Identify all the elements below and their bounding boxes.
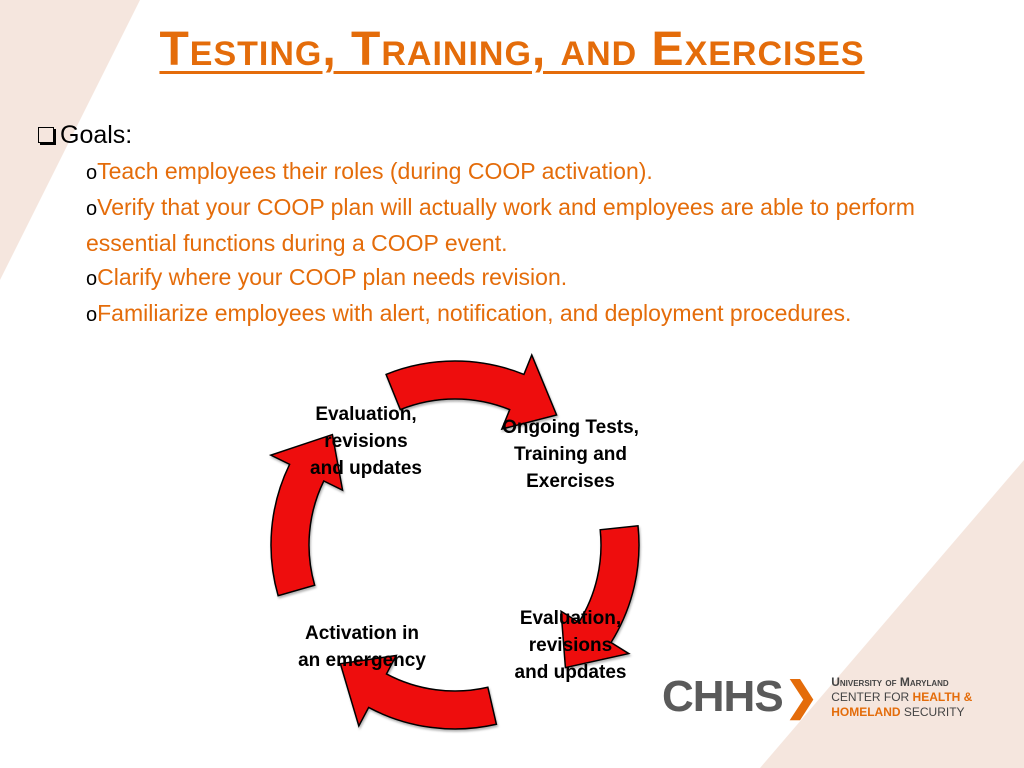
logo-homeland: HOMELAND [831, 704, 901, 719]
chhs-logo-text [831, 675, 972, 720]
chhs-logo-mark [662, 672, 817, 722]
cycle-label-evaluation-bottom: Evaluation, revisions and updates [514, 608, 627, 683]
goals-heading-text: Goals: [60, 121, 133, 149]
logo-security: SECURITY [900, 704, 965, 719]
circle-bullet-icon: o [86, 304, 98, 326]
logo-health: HEALTH & [912, 689, 973, 704]
chhs-logo [662, 672, 972, 722]
chhs-logo-letters: CHHS [662, 672, 783, 721]
circle-bullet-icon: o [86, 198, 98, 220]
circle-bullet-icon: o [86, 268, 98, 290]
logo-university-line: University of Maryland [831, 674, 949, 689]
circle-bullet-icon: o [86, 162, 98, 184]
cycle-label-activation: Activation in an emergency [298, 623, 426, 671]
logo-center-line [831, 690, 972, 705]
logo-center-for: CENTER FOR [831, 689, 913, 704]
page-title: Testing, Training, and Exercises [159, 23, 865, 76]
goal-text: Verify that your COOP plan will actually work and employees are able to perform essential functions during a COOP event. [86, 194, 915, 256]
goal-text: Clarify where your COOP plan needs revision. [97, 264, 568, 290]
logo-homeland-line [831, 705, 972, 720]
cycle-label-ongoing-tests: Ongoing Tests, Training and Exercises [502, 417, 639, 492]
goal-text: Teach employees their roles (during COOP activation). [97, 158, 653, 184]
chevron-right-icon: ❯ [784, 675, 818, 719]
cycle-label-evaluation-top: Evaluation, revisions and updates [310, 404, 422, 479]
goal-text: Familiarize employees with alert, notification, and deployment procedures. [97, 300, 852, 326]
